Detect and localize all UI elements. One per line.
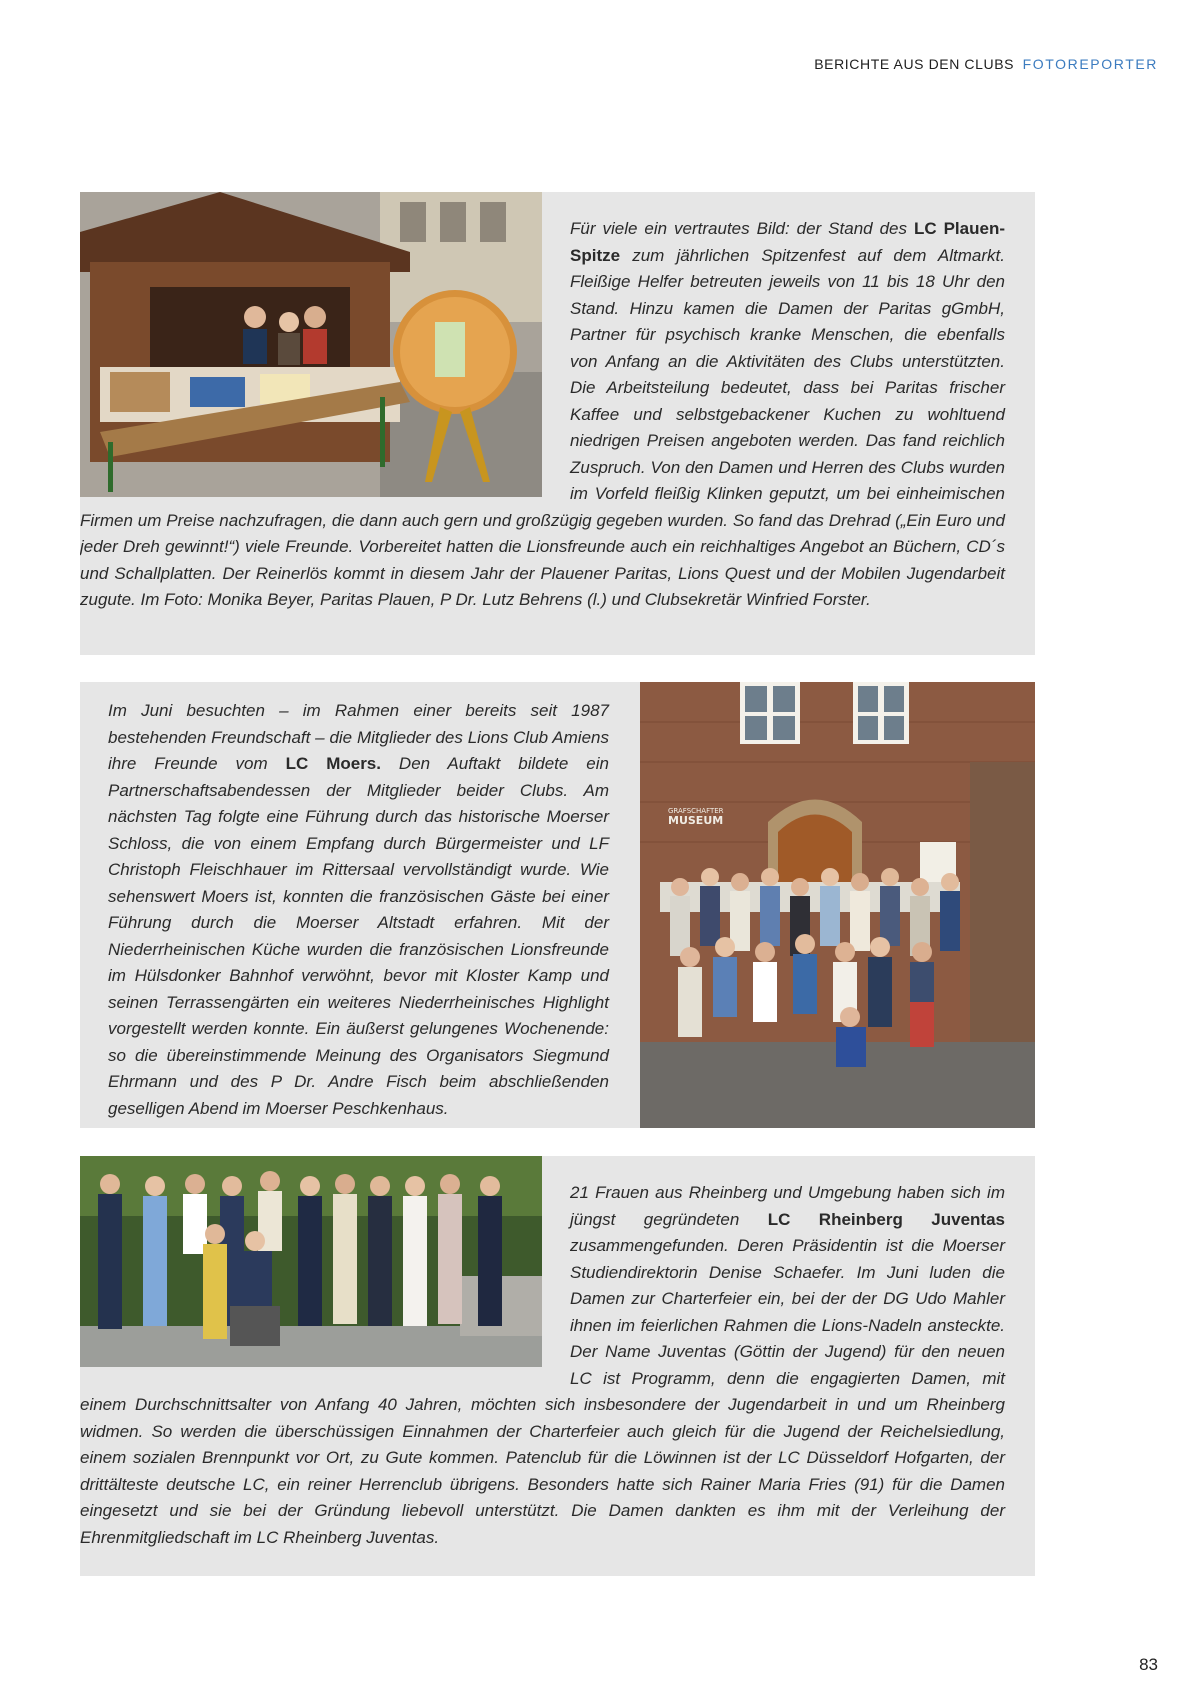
museum-sign-bottom: MUSEUM bbox=[668, 814, 724, 827]
article-moers bbox=[80, 682, 1035, 1128]
running-header bbox=[814, 56, 1158, 72]
article-rheinberg-juventas bbox=[80, 1156, 1035, 1576]
club-name: LC Moers. bbox=[285, 754, 381, 773]
photo-museum-group bbox=[640, 682, 1035, 1128]
article-plauen-spitze bbox=[80, 192, 1035, 655]
article-text: Im Juni besuchten – im Rahmen einer bereits seit 1987 bestehenden Freundschaft – die Mitglieder des Lions Club Amiens ihre Freunde vom LC Moers. Den Auftakt bildete ein Partnerschaftsabendessen der Mitglieder beider Clubs. Am nächsten Tag folgte eine Führung durch das historische Moerser Schloss, die von einem Empfang durch Bürgermeister und LF Christoph Fleischhauer im Rittersaal vervollständigt wurde. Wie sehenswert Moers ist, konnten die französischen Gäste bei einer Führung durch die Moerser Altstadt erfahren. Mit der Niederrheinischen Küche wurden die französischen Lionsfreunde im Hülsdonker Bahnhof verwöhnt, bevor mit Kloster Kamp und seinen Terrassengärten ein weiteres Niederrheinisches Highlight vorgestellt werden konnte. Ein äußerst gelungenes Wochenende: so die übereinstimmende Meinung des Organisators Siegmund Ehrmann und des P Dr. Andre Fisch beim abschließenden geselligen Abend im Moerser Peschkenhaus. bbox=[108, 701, 609, 1118]
header-subsection: FOTOREPORTER bbox=[1022, 56, 1158, 72]
club-name: LC Rheinberg Juventas bbox=[767, 1209, 1005, 1229]
photo-market-stall bbox=[80, 192, 542, 497]
club-name: LC Plauen-Spitze bbox=[570, 219, 1005, 265]
page-number: 83 bbox=[1139, 1655, 1158, 1674]
article-text: 21 Frauen aus Rheinberg und Umgebung haben sich im jüngst gegründeten LC Rheinberg Juventas zusammengefunden. Deren Präsidentin ist die Moerser Studiendirektorin Denise Schaefer. Im Juni luden die Damen zur Charterfeier ein, bei der der DG Udo Mahler ihnen im feierlichen Rahmen die Lions-Nadeln ansteckte. Der Name Juventas (Göttin der Jugend) für den neuen LC ist Programm, denn die engagierten Damen, mit einem Durchschnittsalter von Anfang 40 Jahren, möchten sich insbesondere der Jugendarbeit in und um Rheinberg widmen. So werden die überschüssigen Einnahmen der Charterfeier auch gleich für die Jugend der Reichelsiedlung, einem sozialen Brennpunkt vor Ort, zu Gute kommen. Patenclub für die Löwinnen ist der LC Düsseldorf Hofgarten, der drittälteste deutsche LC, ein reiner Herrenclub übrigens. Besonders hatte sich Rainer Maria Fries (91) für die Damen eingesetzt und sie bei der Gründung liebevoll unterstützt. Die Damen dankten es ihm mit der Verleihung der Ehrenmitgliedschaft im LC Rheinberg Juventas. bbox=[80, 1183, 1005, 1547]
photo-women-group bbox=[80, 1156, 542, 1367]
museum-sign-top: GRAFSCHAFTER bbox=[668, 807, 724, 815]
article-text: Für viele ein vertrautes Bild: der Stand des LC Plauen-Spitze zum jährlichen Spitzenfest auf dem Altmarkt. Fleißige Helfer betreuten jeweils von 11 bis 18 Uhr den Stand. Hinzu kamen die Damen der Paritas gGmbH, Partner für psychisch kranke Menschen, die ebenfalls von Anfang an die Aktivitäten des Clubs unterstützten. Die Arbeitsteilung bedeutet, dass bei Paritas frischer Kaffee und selbstgebackener Kuchen zu wohltuend niedrigen Preisen angeboten werden. Das fand reichlich Zuspruch. Von den Damen und Herren des Clubs wurden im Vorfeld fleißig Klinken geputzt, um bei einheimischen Firmen um Preise nachzufragen, die dann auch gern und großzügig gegeben wurden. So fand das Drehrad („Ein Euro und jeder Dreh gewinnt!“) viele Freunde. Vorbereitet hatten die Lionsfreunde auch ein reichhaltiges Angebot an Büchern, CD´s und Schallplatten. Der Reinerlös kommt in diesem Jahr der Plauener Paritas, Lions Quest und der Mobilen Jugendarbeit zugute. Im Foto: Monika Beyer, Paritas Plauen, P Dr. Lutz Behrens (l.) und Clubsekretär Winfried Forster. bbox=[80, 219, 1005, 609]
header-section: BERICHTE AUS DEN CLUBS bbox=[814, 56, 1015, 72]
